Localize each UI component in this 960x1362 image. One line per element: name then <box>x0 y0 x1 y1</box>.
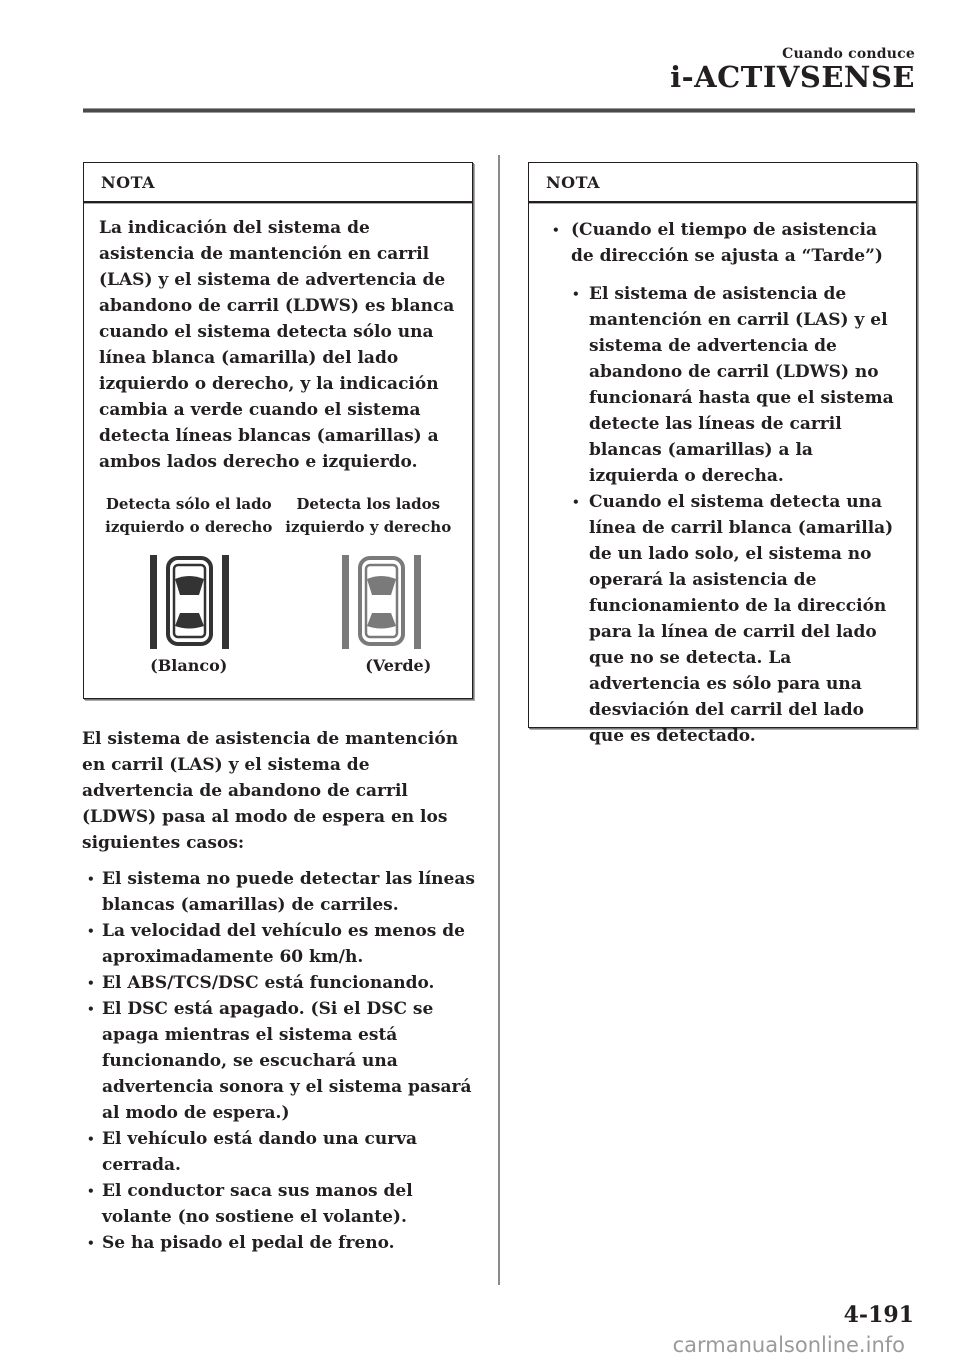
column-divider <box>498 155 500 1285</box>
page-number: 4-191 <box>843 1302 914 1328</box>
main-text <box>82 726 477 1256</box>
chapter-title: i-ACTIVSENSE <box>670 60 915 94</box>
car-lane-icon <box>339 553 423 651</box>
figure-one-side <box>99 493 279 677</box>
figure-caption: Detecta los lados izquierdo y derecho <box>285 495 452 536</box>
figure-both-sides <box>279 493 459 677</box>
watermark: carmanualsonline.info <box>672 1333 905 1357</box>
list-item: • El sistema de asistencia de mantención en carril (LAS) y el sistema de advertencia de abandono de carril (LDWS) no funcionará hasta que el sistema detecte las líneas de carril blancas (amarillas) a la izquierda o derecha. <box>589 281 904 489</box>
condition-item: • (Cuando el tiempo de asistencia de dirección se ajusta a “Tarde”) <box>543 217 904 269</box>
list-item: • El vehículo está dando una curva cerrada. <box>82 1126 477 1178</box>
list-item: • El ABS/TCS/DSC está funcionando. <box>82 970 477 996</box>
list-item: • El sistema no puede detectar las líneas blancas (amarillas) de carriles. <box>82 866 477 918</box>
figure-label: (Verde) <box>365 656 432 675</box>
list-item: • El conductor saca sus manos del volante (no sostiene el volante). <box>82 1178 477 1230</box>
standby-conditions-list <box>82 866 477 1256</box>
intro-paragraph: El sistema de asistencia de mantención en carril (LAS) y el sistema de advertencia de abandono de carril (LDWS) pasa al modo de espera en los siguientes casos: <box>82 729 459 853</box>
figure-caption: Detecta sólo el lado izquierdo o derecho <box>105 495 273 536</box>
car-lane-icon <box>147 553 231 651</box>
note-text: La indicación del sistema de asistencia de mantención en carril (LAS) y el sistema de advertencia de abandono de carril (LDWS) es blanca cuando el sistema detecta sólo una línea blanca (amarilla) del lado izquierdo o derecho, y la indicación cambia a verde cuando el sistema detecta líneas blancas (amarillas) a ambos lados derecho e izquierdo. <box>99 218 455 472</box>
list-item: • Se ha pisado el pedal de freno. <box>82 1230 477 1256</box>
list-item: • El DSC está apagado. (Si el DSC se apaga mientras el sistema está funcionando, se escuchará una advertencia sonora y el sistema pasará al modo de espera.) <box>82 996 477 1126</box>
list-item: • La velocidad del vehículo es menos de aproximadamente 60 km/h. <box>82 918 477 970</box>
figure-label: (Blanco) <box>150 656 228 675</box>
section-label: Cuando conduce <box>782 46 915 62</box>
note-box-left <box>83 162 473 699</box>
indicator-figures <box>99 493 458 677</box>
list-item: • Cuando el sistema detecta una línea de carril blanca (amarilla) de un lado solo, el sistema no operará la asistencia de funcionamiento de la dirección para la línea de carril del lado que no se detecta. La advertencia es sólo para una desviación del carril del lado que es detectado. <box>589 489 904 749</box>
header-rule <box>83 108 915 113</box>
note-box-right <box>528 162 917 746</box>
note-sublist <box>543 281 904 749</box>
note-heading: NOTA <box>529 163 916 203</box>
note-heading: NOTA <box>84 163 472 203</box>
